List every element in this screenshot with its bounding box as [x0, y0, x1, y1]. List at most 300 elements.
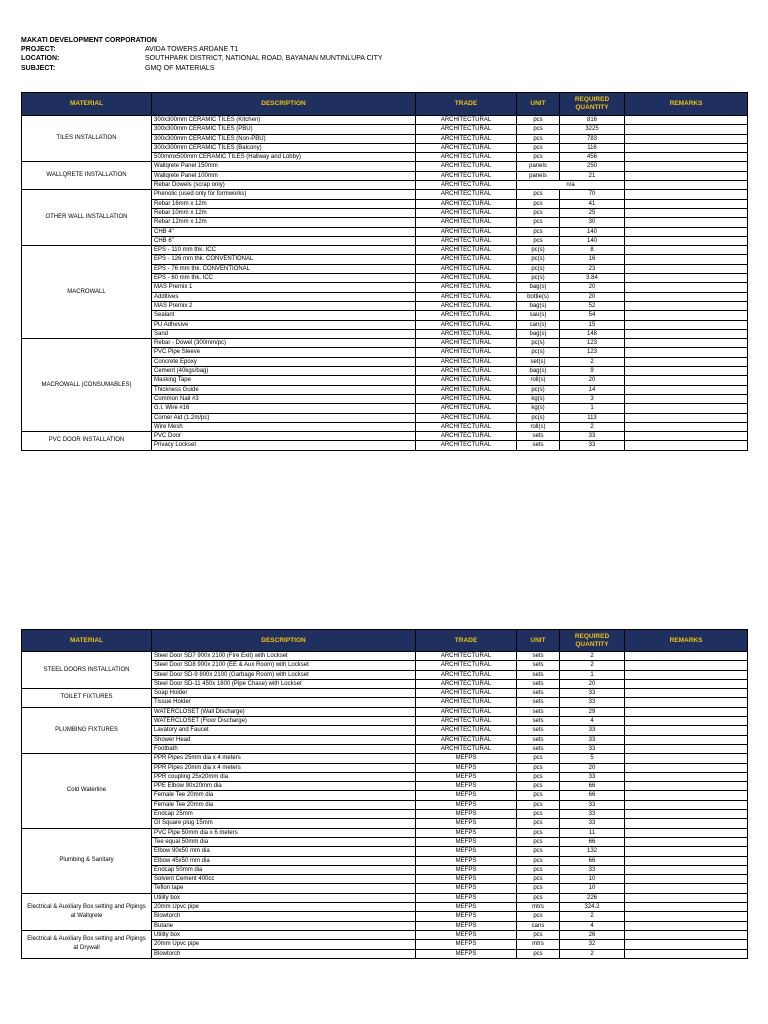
quantity-cell: 783	[560, 134, 625, 143]
remarks-cell	[625, 698, 748, 707]
quantity-cell: 33	[560, 698, 625, 707]
quantity-cell: 456	[560, 153, 625, 162]
unit-cell: sets	[517, 717, 560, 726]
description-cell: Utility box	[152, 893, 416, 902]
table-header-row	[22, 630, 748, 652]
remarks-cell	[625, 367, 748, 376]
remarks-cell	[625, 125, 748, 134]
materials-table-1	[21, 92, 748, 451]
quantity-cell: 66	[560, 791, 625, 800]
unit-cell: sets	[517, 744, 560, 753]
unit-cell: pcs	[517, 153, 560, 162]
quantity-cell: 33	[560, 689, 625, 698]
description-cell: Tee equal 50mm dia	[152, 837, 416, 846]
description-cell: Privacy Lockset	[152, 441, 416, 450]
trade-cell: ARCHITECTURAL	[416, 116, 517, 125]
unit-cell: pcs	[517, 236, 560, 245]
trade-cell: ARCHITECTURAL	[416, 199, 517, 208]
remarks-cell	[625, 441, 748, 450]
remarks-cell	[625, 726, 748, 735]
table-row	[22, 339, 748, 348]
trade-cell: ARCHITECTURAL	[416, 385, 517, 394]
quantity-cell: 250	[560, 162, 625, 171]
quantity-cell: 54	[560, 311, 625, 320]
remarks-cell	[625, 208, 748, 217]
quantity-cell: 113	[560, 413, 625, 422]
description-cell: Utility box	[152, 930, 416, 939]
remarks-cell	[625, 311, 748, 320]
description-cell: Sand	[152, 329, 416, 338]
location-row	[21, 54, 383, 63]
trade-cell: ARCHITECTURAL	[416, 726, 517, 735]
trade-cell: ARCHITECTURAL	[416, 134, 517, 143]
trade-cell: ARCHITECTURAL	[416, 394, 517, 403]
trade-cell: ARCHITECTURAL	[416, 227, 517, 236]
trade-cell: ARCHITECTURAL	[416, 717, 517, 726]
trade-cell: ARCHITECTURAL	[416, 376, 517, 385]
trade-cell: ARCHITECTURAL	[416, 679, 517, 688]
trade-cell: MEFPS	[416, 884, 517, 893]
quantity-cell: 21	[560, 171, 625, 180]
unit-cell: pcs	[517, 930, 560, 939]
unit-cell: pc(s)	[517, 274, 560, 283]
remarks-cell	[625, 875, 748, 884]
trade-cell: MEFPS	[416, 893, 517, 902]
remarks-cell	[625, 810, 748, 819]
trade-cell: ARCHITECTURAL	[416, 274, 517, 283]
quantity-cell: 70	[560, 190, 625, 199]
description-cell: Elbow 90x50 mm dia	[152, 847, 416, 856]
table-row	[22, 432, 748, 441]
unit-cell: pcs	[517, 949, 560, 958]
col-trade: TRADE	[416, 93, 517, 116]
material-cell: Cold Waterline	[22, 754, 152, 828]
trade-cell: ARCHITECTURAL	[416, 413, 517, 422]
material-cell: TOILET FIXTURES	[22, 689, 152, 708]
unit-cell: pcs	[517, 800, 560, 809]
unit-cell: pc(s)	[517, 413, 560, 422]
remarks-cell	[625, 735, 748, 744]
col-remarks: REMARKS	[625, 630, 748, 652]
quantity-cell: 148	[560, 329, 625, 338]
description-cell: Steel Door SD8 900x 2100 (EE & Aux Room) with Lockset	[152, 661, 416, 670]
remarks-cell	[625, 274, 748, 283]
trade-cell: ARCHITECTURAL	[416, 670, 517, 679]
unit-cell: pcs	[517, 143, 560, 152]
remarks-cell	[625, 791, 748, 800]
remarks-cell	[625, 717, 748, 726]
unit-cell: bag(s)	[517, 301, 560, 310]
trade-cell: MEFPS	[416, 949, 517, 958]
trade-cell: MEFPS	[416, 754, 517, 763]
description-cell: Sealant	[152, 311, 416, 320]
subject-label: SUBJECT:	[21, 64, 56, 72]
subject-value: GMQ OF MATERIALS	[145, 64, 215, 72]
description-cell: 300x300mm CERAMIC TILES (PBU)	[152, 125, 416, 134]
col-material: MATERIAL	[22, 630, 152, 652]
unit-cell: mtrs	[517, 940, 560, 949]
table-row	[22, 162, 748, 171]
remarks-cell	[625, 432, 748, 441]
unit-cell: sets	[517, 689, 560, 698]
unit-cell: sets	[517, 679, 560, 688]
description-cell: 500mmx500mm CERAMIC TILES (Hallway and Lobby)	[152, 153, 416, 162]
description-cell: 20mm Upvc pipe	[152, 903, 416, 912]
trade-cell: MEFPS	[416, 930, 517, 939]
remarks-cell	[625, 865, 748, 874]
description-cell: Wire Mesh	[152, 422, 416, 431]
description-cell: Solvent Cement 400cc	[152, 875, 416, 884]
trade-cell: ARCHITECTURAL	[416, 707, 517, 716]
description-cell: Shower Head	[152, 735, 416, 744]
col-required-quantity: REQUIRED QUANTITY	[560, 93, 625, 116]
trade-cell: MEFPS	[416, 819, 517, 828]
remarks-cell	[625, 283, 748, 292]
unit-cell: pcs	[517, 865, 560, 874]
quantity-cell: 4	[560, 717, 625, 726]
quantity-cell: 33	[560, 865, 625, 874]
unit-cell: pcs	[517, 218, 560, 227]
description-cell: Wallqrete Panel 100mm	[152, 171, 416, 180]
unit-cell: pcs	[517, 912, 560, 921]
quantity-cell: n/a	[517, 181, 625, 190]
col-unit: UNIT	[517, 93, 560, 116]
trade-cell: ARCHITECTURAL	[416, 125, 517, 134]
trade-cell: MEFPS	[416, 912, 517, 921]
trade-cell: ARCHITECTURAL	[416, 162, 517, 171]
quantity-cell: 29	[560, 707, 625, 716]
quantity-cell: 15	[560, 320, 625, 329]
trade-cell: ARCHITECTURAL	[416, 744, 517, 753]
quantity-cell: 52	[560, 301, 625, 310]
unit-cell: pcs	[517, 847, 560, 856]
unit-cell: sets	[517, 432, 560, 441]
unit-cell: sets	[517, 670, 560, 679]
description-cell: PVC Pipe Sleeve	[152, 348, 416, 357]
unit-cell: sets	[517, 726, 560, 735]
description-cell: EPS - 110 mm thk. ICC	[152, 246, 416, 255]
material-cell: WALLQRETE INSTALLATION	[22, 162, 152, 190]
trade-cell: ARCHITECTURAL	[416, 171, 517, 180]
trade-cell: MEFPS	[416, 828, 517, 837]
quantity-cell: 30	[560, 218, 625, 227]
remarks-cell	[625, 116, 748, 125]
description-cell: Female Tee 20mm dia	[152, 800, 416, 809]
unit-cell: pc(s)	[517, 385, 560, 394]
remarks-cell	[625, 707, 748, 716]
quantity-cell: 33	[560, 726, 625, 735]
col-description: DESCRIPTION	[152, 93, 416, 116]
trade-cell: ARCHITECTURAL	[416, 301, 517, 310]
description-cell: PVC Door	[152, 432, 416, 441]
quantity-cell: 3	[560, 394, 625, 403]
description-cell: Steel Door SD-9 800x 2100 (Garbage Room) with Lockset	[152, 670, 416, 679]
trade-cell: MEFPS	[416, 791, 517, 800]
description-cell: Rebar Dowels (scrap only)	[152, 181, 416, 190]
trade-cell: ARCHITECTURAL	[416, 255, 517, 264]
description-cell: G.I. Wire #16	[152, 404, 416, 413]
trade-cell: ARCHITECTURAL	[416, 329, 517, 338]
trade-cell: ARCHITECTURAL	[416, 246, 517, 255]
remarks-cell	[625, 670, 748, 679]
description-cell: Concrete Epoxy	[152, 357, 416, 366]
quantity-cell: 2	[560, 422, 625, 431]
quantity-cell: 14	[560, 385, 625, 394]
project-row	[21, 45, 383, 54]
remarks-cell	[625, 404, 748, 413]
document-header	[21, 36, 383, 73]
unit-cell: sets	[517, 661, 560, 670]
description-cell: Endcap 25mm	[152, 810, 416, 819]
trade-cell: MEFPS	[416, 921, 517, 930]
table-row	[22, 930, 748, 939]
quantity-cell: 10	[560, 884, 625, 893]
quantity-cell: 26	[560, 930, 625, 939]
description-cell: Steel Door SD7 900x 2100 (Fire Exit) with Lockset	[152, 652, 416, 661]
description-cell: Rebar 12mm x 12m	[152, 218, 416, 227]
unit-cell: panels	[517, 162, 560, 171]
unit-cell: pcs	[517, 791, 560, 800]
trade-cell: ARCHITECTURAL	[416, 357, 517, 366]
quantity-cell: 226	[560, 893, 625, 902]
unit-cell: pcs	[517, 856, 560, 865]
description-cell: 300x300mm CERAMIC TILES (Balcony)	[152, 143, 416, 152]
remarks-cell	[625, 227, 748, 236]
unit-cell: panels	[517, 171, 560, 180]
description-cell: 300x300mm CERAMIC TILES (Kitchen)	[152, 116, 416, 125]
unit-cell: pc(s)	[517, 246, 560, 255]
table-header-row	[22, 93, 748, 116]
description-cell: Blowtorch	[152, 912, 416, 921]
remarks-cell	[625, 153, 748, 162]
description-cell: EPS - 126 mm thk. CONVENTIONAL	[152, 255, 416, 264]
description-cell: Elbow 45x50 mm dia	[152, 856, 416, 865]
description-cell: EPS - 60 mm thk. ICC	[152, 274, 416, 283]
quantity-cell: 140	[560, 236, 625, 245]
col-unit: UNIT	[517, 630, 560, 652]
unit-cell: pcs	[517, 754, 560, 763]
description-cell: Blowtorch	[152, 949, 416, 958]
unit-cell: cans	[517, 921, 560, 930]
unit-cell: sets	[517, 441, 560, 450]
material-cell: PLUMBING FIXTURES	[22, 707, 152, 753]
table-row	[22, 828, 748, 837]
unit-cell: pcs	[517, 125, 560, 134]
trade-cell: ARCHITECTURAL	[416, 348, 517, 357]
location-label: LOCATION:	[21, 55, 60, 63]
description-cell: Rebar - Dowel (300mm/pc)	[152, 339, 416, 348]
remarks-cell	[625, 413, 748, 422]
quantity-cell: 33	[560, 810, 625, 819]
trade-cell: ARCHITECTURAL	[416, 652, 517, 661]
remarks-cell	[625, 264, 748, 273]
description-cell: Rebar 10mm x 12m	[152, 208, 416, 217]
quantity-cell: 2	[560, 912, 625, 921]
remarks-cell	[625, 837, 748, 846]
remarks-cell	[625, 763, 748, 772]
remarks-cell	[625, 893, 748, 902]
trade-cell: ARCHITECTURAL	[416, 181, 517, 190]
trade-cell: ARCHITECTURAL	[416, 735, 517, 744]
remarks-cell	[625, 162, 748, 171]
remarks-cell	[625, 348, 748, 357]
remarks-cell	[625, 828, 748, 837]
trade-cell: MEFPS	[416, 810, 517, 819]
quantity-cell: 33	[560, 441, 625, 450]
trade-cell: ARCHITECTURAL	[416, 236, 517, 245]
description-cell: WATERCLOSET (Floor Discharge)	[152, 717, 416, 726]
trade-cell: ARCHITECTURAL	[416, 190, 517, 199]
company-name: MAKATI DEVELOPMENT CORPORATION	[21, 37, 157, 44]
description-cell: Steel Door SD-11 450x 1800 (Pipe Chase) with Lockset	[152, 679, 416, 688]
material-cell: Plumbing & Sanitary	[22, 828, 152, 893]
col-required-quantity: REQUIRED QUANTITY	[560, 630, 625, 652]
unit-cell: bag(s)	[517, 283, 560, 292]
description-cell: WATERCLOSET (Wall Discharge)	[152, 707, 416, 716]
unit-cell: sets	[517, 707, 560, 716]
remarks-cell	[625, 181, 748, 190]
unit-cell: pc(s)	[517, 339, 560, 348]
trade-cell: ARCHITECTURAL	[416, 153, 517, 162]
quantity-cell: 11	[560, 828, 625, 837]
trade-cell: ARCHITECTURAL	[416, 404, 517, 413]
remarks-cell	[625, 218, 748, 227]
remarks-cell	[625, 171, 748, 180]
unit-cell: roll(s)	[517, 376, 560, 385]
description-cell: Additives	[152, 292, 416, 301]
remarks-cell	[625, 652, 748, 661]
remarks-cell	[625, 199, 748, 208]
description-cell: Corner Aid (1.2m/pc)	[152, 413, 416, 422]
material-cell: OTHER WALL INSTALLATION	[22, 190, 152, 246]
description-cell: Common Nail #3	[152, 394, 416, 403]
description-cell: CHB 6"	[152, 236, 416, 245]
quantity-cell: 33	[560, 800, 625, 809]
description-cell: MAS Premix 1	[152, 283, 416, 292]
location-value: SOUTHPARK DISTRICT, NATIONAL ROAD, BAYANAN MUNTINLUPA CITY	[145, 55, 383, 63]
col-remarks: REMARKS	[625, 93, 748, 116]
unit-cell: pcs	[517, 875, 560, 884]
quantity-cell: 33	[560, 432, 625, 441]
unit-cell: pcs	[517, 884, 560, 893]
remarks-cell	[625, 800, 748, 809]
remarks-cell	[625, 679, 748, 688]
remarks-cell	[625, 949, 748, 958]
unit-cell: pcs	[517, 810, 560, 819]
unit-cell: pcs	[517, 772, 560, 781]
trade-cell: ARCHITECTURAL	[416, 218, 517, 227]
unit-cell: roll(s)	[517, 422, 560, 431]
table-row	[22, 246, 748, 255]
unit-cell: pcs	[517, 134, 560, 143]
remarks-cell	[625, 744, 748, 753]
trade-cell: MEFPS	[416, 875, 517, 884]
unit-cell: sau(s)	[517, 311, 560, 320]
quantity-cell: 4	[560, 921, 625, 930]
quantity-cell: 20	[560, 679, 625, 688]
material-cell: Electrical & Auxiliary Box setting and Pipings at Wallqrete	[22, 893, 152, 930]
description-cell: CHB 4"	[152, 227, 416, 236]
unit-cell: pc(s)	[517, 348, 560, 357]
description-cell: Thickness Guide	[152, 385, 416, 394]
trade-cell: ARCHITECTURAL	[416, 208, 517, 217]
unit-cell: pcs	[517, 190, 560, 199]
materials-table-2	[21, 629, 748, 959]
unit-cell: pcs	[517, 893, 560, 902]
quantity-cell: 324.2	[560, 903, 625, 912]
col-material: MATERIAL	[22, 93, 152, 116]
trade-cell: ARCHITECTURAL	[416, 441, 517, 450]
trade-cell: MEFPS	[416, 837, 517, 846]
unit-cell: bottle(s)	[517, 292, 560, 301]
table-row	[22, 893, 748, 902]
remarks-cell	[625, 292, 748, 301]
remarks-cell	[625, 661, 748, 670]
description-cell: Footbath	[152, 744, 416, 753]
description-cell: Rebar 16mm x 12m	[152, 199, 416, 208]
description-cell: Endcap 50mm dia	[152, 865, 416, 874]
quantity-cell: 132	[560, 847, 625, 856]
quantity-cell: 41	[560, 199, 625, 208]
quantity-cell: 3225	[560, 125, 625, 134]
description-cell: GI Square plug 15mm	[152, 819, 416, 828]
unit-cell: sets	[517, 735, 560, 744]
material-cell: Electrical & Auxiliary Box setting and Pipings at Drywall	[22, 930, 152, 958]
remarks-cell	[625, 884, 748, 893]
remarks-cell	[625, 246, 748, 255]
unit-cell: kg(s)	[517, 404, 560, 413]
quantity-cell: 123	[560, 339, 625, 348]
description-cell: Masking Tape	[152, 376, 416, 385]
col-trade: TRADE	[416, 630, 517, 652]
trade-cell: ARCHITECTURAL	[416, 367, 517, 376]
quantity-cell: 2	[560, 357, 625, 366]
quantity-cell: 5	[560, 754, 625, 763]
unit-cell: sets	[517, 652, 560, 661]
remarks-cell	[625, 921, 748, 930]
quantity-cell: 816	[560, 116, 625, 125]
table-row	[22, 707, 748, 716]
description-cell: Soap Holder	[152, 689, 416, 698]
material-cell: STEEL DOORS INSTALLATION	[22, 652, 152, 689]
remarks-cell	[625, 255, 748, 264]
description-cell: 300x300mm CERAMIC TILES (Non-PBU)	[152, 134, 416, 143]
trade-cell: ARCHITECTURAL	[416, 292, 517, 301]
trade-cell: MEFPS	[416, 903, 517, 912]
trade-cell: MEFPS	[416, 800, 517, 809]
quantity-cell: 10	[560, 875, 625, 884]
trade-cell: ARCHITECTURAL	[416, 422, 517, 431]
quantity-cell: 33	[560, 744, 625, 753]
description-cell: Phenolic (used only for formworks)	[152, 190, 416, 199]
unit-cell: pcs	[517, 208, 560, 217]
remarks-cell	[625, 134, 748, 143]
quantity-cell: 33	[560, 819, 625, 828]
trade-cell: MEFPS	[416, 847, 517, 856]
quantity-cell: 2	[560, 652, 625, 661]
quantity-cell: 66	[560, 782, 625, 791]
trade-cell: ARCHITECTURAL	[416, 661, 517, 670]
quantity-cell: 20	[560, 763, 625, 772]
remarks-cell	[625, 422, 748, 431]
description-cell: Lavatory and Faucet	[152, 726, 416, 735]
quantity-cell: 2	[560, 949, 625, 958]
unit-cell: pcs	[517, 227, 560, 236]
description-cell: Teflon tape	[152, 884, 416, 893]
quantity-cell: 23	[560, 264, 625, 273]
unit-cell: pcs	[517, 199, 560, 208]
description-cell: Wallqrete Panel 150mm	[152, 162, 416, 171]
